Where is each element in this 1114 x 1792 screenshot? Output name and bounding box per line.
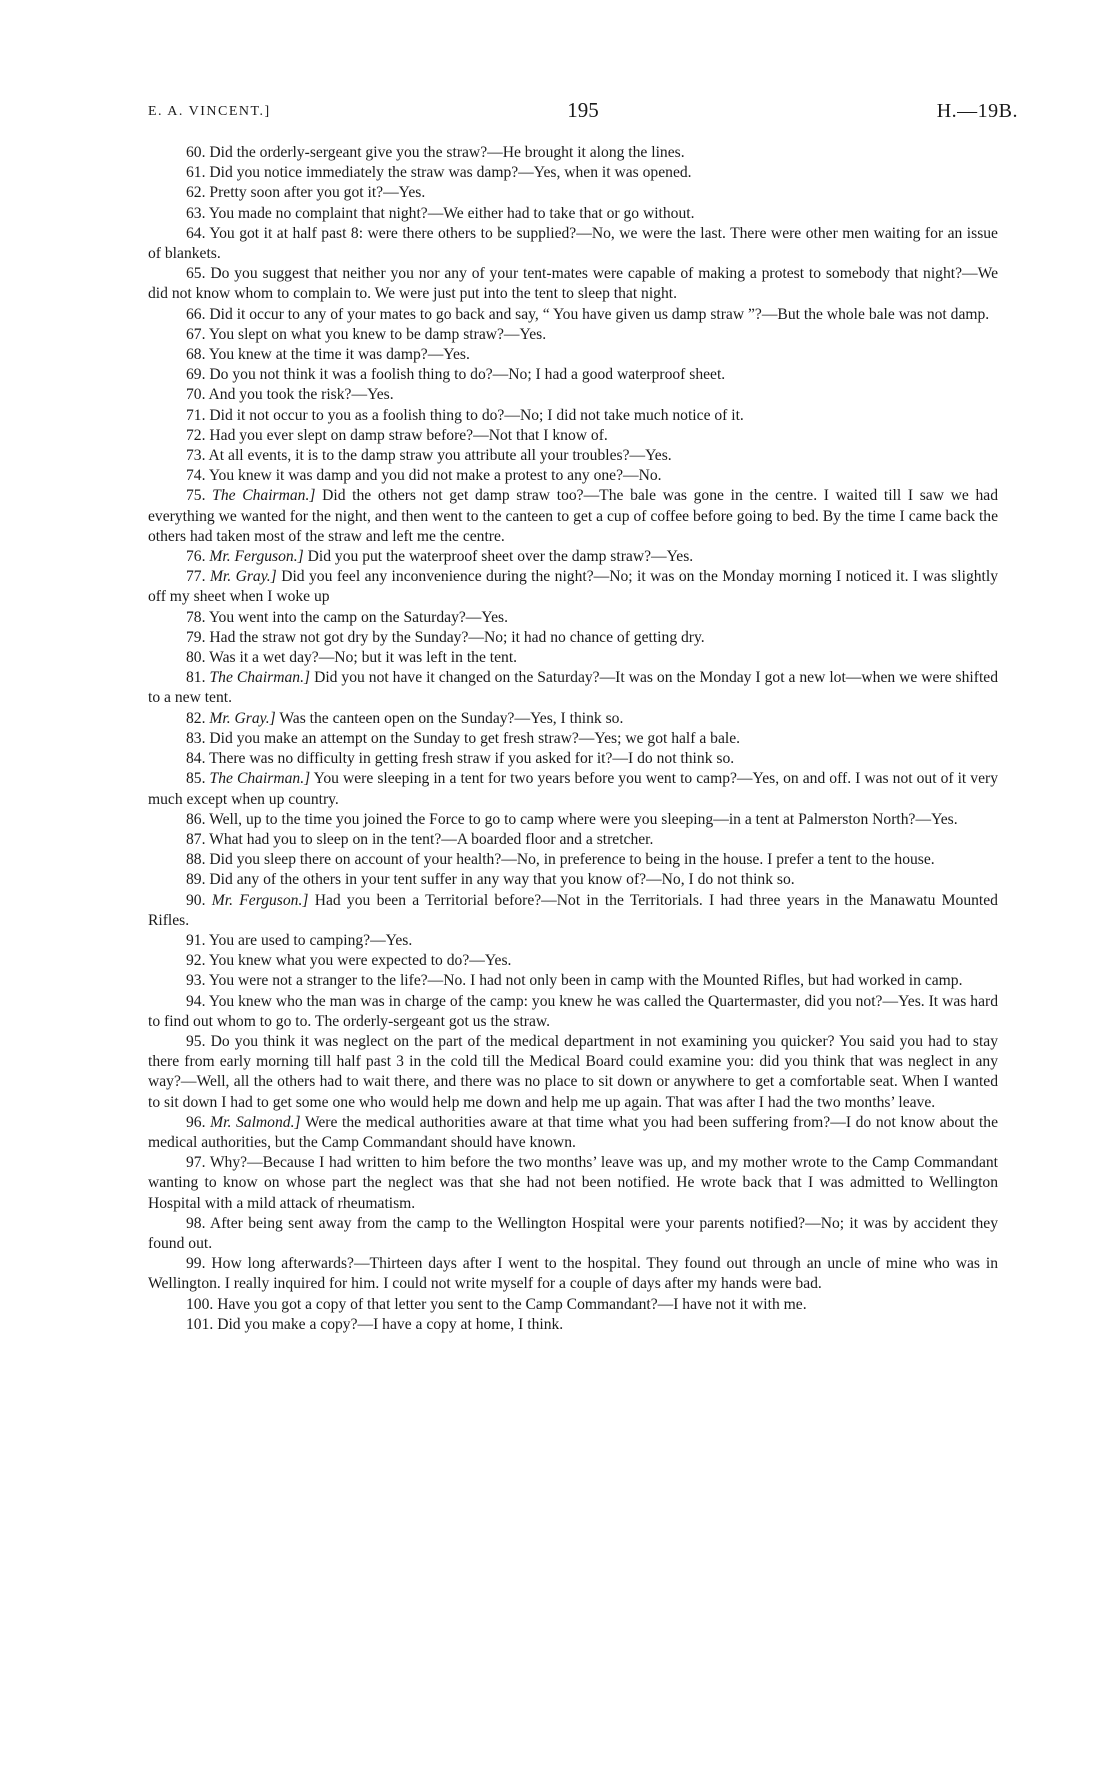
question-number: 73. bbox=[186, 447, 206, 465]
question-number: 89. bbox=[186, 871, 206, 889]
question-paragraph bbox=[148, 971, 998, 991]
question-text: Did it occur to any of your mates to go back and say, “ You have given us damp straw ”?—But the whole bale was not damp. bbox=[209, 305, 990, 323]
question-text: Had you been a Territorial before?—Not in the Territorials. I had three years in the Manawatu Mounted Rifles. bbox=[148, 891, 998, 929]
testimony-body bbox=[148, 143, 998, 1335]
question-number: 99. bbox=[186, 1255, 206, 1273]
question-text: You knew what you were expected to do?—Yes. bbox=[208, 952, 512, 970]
question-paragraph bbox=[148, 1254, 998, 1294]
question-paragraph bbox=[148, 1295, 998, 1315]
question-number: 63. bbox=[186, 204, 206, 222]
question-number: 60. bbox=[186, 144, 206, 161]
question-paragraph bbox=[148, 426, 998, 446]
question-text: You slept on what you knew to be damp straw?—Yes. bbox=[208, 325, 547, 343]
question-number: 81. bbox=[186, 669, 206, 687]
speaker-name: The Chairman.] bbox=[212, 487, 316, 505]
question-text: You were not a stranger to the life?—No. I had not only been in camp with the Mounted Rifles, but had worked in camp. bbox=[208, 972, 963, 990]
question-paragraph bbox=[148, 264, 998, 304]
question-text: Were the medical authorities aware at that time what you had been suffering from?—I do not know about the medical authorities, but the Camp Commandant should have known. bbox=[148, 1113, 999, 1151]
question-number: 100. bbox=[186, 1295, 214, 1313]
question-number: 82. bbox=[186, 709, 206, 727]
question-paragraph bbox=[148, 769, 998, 809]
question-paragraph bbox=[148, 325, 998, 345]
question-number: 85. bbox=[186, 770, 206, 788]
question-paragraph bbox=[148, 628, 998, 648]
question-number: 61. bbox=[186, 164, 206, 182]
question-text: Did you feel any inconvenience during the night?—No; it was on the Monday morning I noticed it. I was slightly off my sheet when I woke up bbox=[148, 568, 999, 606]
question-paragraph bbox=[148, 163, 998, 183]
question-number: 64. bbox=[186, 224, 206, 242]
question-number: 65. bbox=[186, 265, 206, 283]
question-number: 98. bbox=[186, 1214, 206, 1232]
question-number: 96. bbox=[186, 1113, 206, 1131]
question-text: Did you make an attempt on the Sunday to get fresh straw?—Yes; we got half a bale. bbox=[209, 729, 741, 747]
question-text: You knew it was damp and you did not make a protest to any one?—No. bbox=[208, 467, 662, 485]
question-text: Did you not have it changed on the Saturday?—It was on the Monday I got a new lot—when we were shifted to a new tent. bbox=[148, 669, 999, 707]
question-text: Have you got a copy of that letter you sent to the Camp Commandant?—I have not it with me. bbox=[217, 1295, 807, 1313]
question-number: 88. bbox=[186, 851, 206, 869]
question-text: Do you not think it was a foolish thing to do?—No; I had a good waterproof sheet. bbox=[209, 366, 726, 384]
speaker-name: Mr. Gray.] bbox=[209, 568, 277, 586]
question-paragraph bbox=[148, 224, 998, 264]
question-text: Did you put the waterproof sheet over the damp straw?—Yes. bbox=[307, 548, 694, 566]
question-paragraph bbox=[148, 891, 998, 931]
question-text: Had the straw not got dry by the Sunday?—No; it had no chance of getting dry. bbox=[209, 628, 705, 646]
question-text: You knew who the man was in charge of the camp: you knew he was called the Quartermaster, did you not?—Yes. It was hard to find out whom to go to. The orderly-sergeant got us the straw. bbox=[148, 992, 998, 1030]
page-number: 195 bbox=[567, 98, 599, 122]
question-paragraph bbox=[148, 749, 998, 769]
question-text: Did you sleep there on account of your health?—No, in preference to being in the house. I prefer a tent to the house. bbox=[209, 851, 935, 869]
question-number: 84. bbox=[186, 750, 206, 768]
question-paragraph bbox=[148, 365, 998, 385]
question-paragraph bbox=[148, 648, 998, 668]
question-paragraph bbox=[148, 567, 998, 607]
question-text: Did you notice immediately the straw was damp?—Yes, when it was opened. bbox=[209, 164, 692, 182]
question-paragraph bbox=[148, 1153, 998, 1214]
question-paragraph bbox=[148, 1315, 998, 1335]
question-paragraph bbox=[148, 709, 998, 729]
question-number: 92. bbox=[186, 952, 206, 970]
question-text: Did the orderly-sergeant give you the straw?—He brought it along the lines. bbox=[209, 144, 685, 161]
speaker-name: Mr. Salmond.] bbox=[210, 1113, 301, 1131]
question-number: 83. bbox=[186, 729, 206, 747]
question-paragraph bbox=[148, 931, 998, 951]
question-paragraph bbox=[148, 446, 998, 466]
question-paragraph bbox=[148, 992, 998, 1032]
question-text: You made no complaint that night?—We either had to take that or go without. bbox=[208, 204, 695, 222]
question-text: Why?—Because I had written to him before the two months’ leave was up, and my mother wrote to the Camp Commandant wanting to know on whose part the neglect was that she had not been notified. He wrote back that I was admitted to Wellington Hospital with a mild attack of rheumatism. bbox=[148, 1154, 998, 1212]
question-text: After being sent away from the camp to the Wellington Hospital were your parents notified?—No; it was by accident they found out. bbox=[148, 1214, 998, 1252]
question-text: You were sleeping in a tent for two years before you went to camp?—Yes, on and off. I was not out of it very much except when up country. bbox=[148, 770, 999, 808]
question-paragraph bbox=[148, 183, 998, 203]
question-text: You went into the camp on the Saturday?—Yes. bbox=[208, 608, 508, 626]
question-number: 71. bbox=[186, 406, 206, 424]
question-number: 68. bbox=[186, 346, 206, 364]
page-header bbox=[148, 98, 1018, 128]
question-number: 74. bbox=[186, 467, 206, 485]
question-text: Was it a wet day?—No; but it was left in the tent. bbox=[209, 649, 518, 667]
question-text: There was no difficulty in getting fresh straw if you asked for it?—I do not think so. bbox=[209, 750, 735, 768]
question-number: 75. bbox=[186, 487, 206, 505]
question-number: 70. bbox=[186, 386, 206, 404]
speaker-name: The Chairman.] bbox=[209, 770, 311, 788]
question-paragraph bbox=[148, 951, 998, 971]
question-text: What had you to sleep on in the tent?—A boarded floor and a stretcher. bbox=[209, 830, 654, 848]
speaker-name: Mr. Gray.] bbox=[209, 709, 276, 727]
question-paragraph bbox=[148, 406, 998, 426]
question-text: How long afterwards?—Thirteen days after I went to the hospital. They found out through an uncle of mine who was in Wellington. I really inquired for him. I could not write myself for a couple of days after my hands were bad. bbox=[148, 1255, 999, 1293]
question-number: 62. bbox=[186, 184, 206, 202]
question-number: 93. bbox=[186, 972, 206, 990]
question-paragraph bbox=[148, 608, 998, 628]
question-paragraph bbox=[148, 830, 998, 850]
question-number: 91. bbox=[186, 931, 206, 949]
question-paragraph bbox=[148, 204, 998, 224]
question-text: Did you make a copy?—I have a copy at home, I think. bbox=[217, 1315, 564, 1333]
question-number: 76. bbox=[186, 548, 206, 566]
question-text: Do you think it was neglect on the part of the medical department in not examining you quicker? You said you had to stay there from early morning till half past 3 in the cold till the Medical Board could examine you: did you think that was neglect in any way?—Well, all the others had to wait there, and there was no place to sit down or anywhere to get a comfortable seat. When I wanted to sit down I had to get some one who would help me down and help me up again. That was after I had the two months’ leave. bbox=[148, 1032, 998, 1111]
question-paragraph bbox=[148, 143, 998, 163]
question-text: Do you suggest that neither you nor any of your tent-mates were capable of making a protest to somebody that night?—We did not know whom to complain to. We were just put into the tent to sleep that night. bbox=[148, 265, 999, 303]
question-paragraph bbox=[148, 1113, 998, 1153]
question-paragraph bbox=[148, 305, 998, 325]
question-paragraph bbox=[148, 1032, 998, 1113]
question-number: 66. bbox=[186, 305, 206, 323]
question-text: And you took the risk?—Yes. bbox=[208, 386, 394, 404]
question-number: 90. bbox=[186, 891, 206, 909]
question-text: Had you ever slept on damp straw before?—Not that I know of. bbox=[209, 426, 608, 444]
question-number: 77. bbox=[186, 568, 206, 586]
question-number: 72. bbox=[186, 426, 206, 444]
question-text: You knew at the time it was damp?—Yes. bbox=[208, 346, 470, 364]
question-number: 67. bbox=[186, 325, 206, 343]
question-paragraph bbox=[148, 668, 998, 708]
question-number: 87. bbox=[186, 830, 206, 848]
question-number: 79. bbox=[186, 628, 206, 646]
question-number: 95. bbox=[186, 1032, 206, 1050]
witness-name-header: E. A. VINCENT.] bbox=[148, 104, 271, 119]
question-text: At all events, it is to the damp straw you attribute all your troubles?—Yes. bbox=[208, 447, 672, 465]
question-text: Was the canteen open on the Sunday?—Yes, I think so. bbox=[279, 709, 624, 727]
question-paragraph bbox=[148, 345, 998, 365]
question-paragraph bbox=[148, 1214, 998, 1254]
question-text: Pretty soon after you got it?—Yes. bbox=[209, 184, 426, 202]
question-paragraph bbox=[148, 870, 998, 890]
question-paragraph bbox=[148, 547, 998, 567]
question-number: 97. bbox=[186, 1154, 206, 1172]
question-number: 94. bbox=[186, 992, 206, 1010]
question-number: 80. bbox=[186, 649, 206, 667]
question-paragraph bbox=[148, 810, 998, 830]
question-paragraph bbox=[148, 729, 998, 749]
question-number: 69. bbox=[186, 366, 206, 384]
document-reference: H.—19B. bbox=[936, 100, 1018, 122]
question-number: 86. bbox=[186, 810, 206, 828]
speaker-name: The Chairman.] bbox=[209, 669, 311, 687]
question-text: Well, up to the time you joined the Force to go to camp where were you sleeping—in a tent at Palmerston North?—Yes. bbox=[209, 810, 958, 828]
question-text: Did it not occur to you as a foolish thing to do?—No; I did not take much notice of it. bbox=[209, 406, 744, 424]
question-text: Did the others not get damp straw too?—The bale was gone in the centre. I waited till I saw we had everything we wanted for the night, and then went to the canteen to get a cup of coffee before going to bed. By the time I came back the others had taken most of the straw and left me the centre. bbox=[148, 487, 998, 545]
question-paragraph bbox=[148, 466, 998, 486]
question-text: You are used to camping?—Yes. bbox=[208, 931, 413, 949]
speaker-name: Mr. Ferguson.] bbox=[211, 891, 309, 909]
question-paragraph bbox=[148, 486, 998, 547]
question-paragraph bbox=[148, 385, 998, 405]
question-number: 78. bbox=[186, 608, 206, 626]
speaker-name: Mr. Ferguson.] bbox=[209, 548, 304, 566]
question-paragraph bbox=[148, 850, 998, 870]
question-text: Did any of the others in your tent suffer in any way that you know of?—No, I do not think so. bbox=[209, 871, 795, 889]
question-number: 101. bbox=[186, 1315, 214, 1333]
question-text: You got it at half past 8: were there others to be supplied?—No, we were the last. There were other men waiting for an issue of blankets. bbox=[148, 224, 998, 263]
